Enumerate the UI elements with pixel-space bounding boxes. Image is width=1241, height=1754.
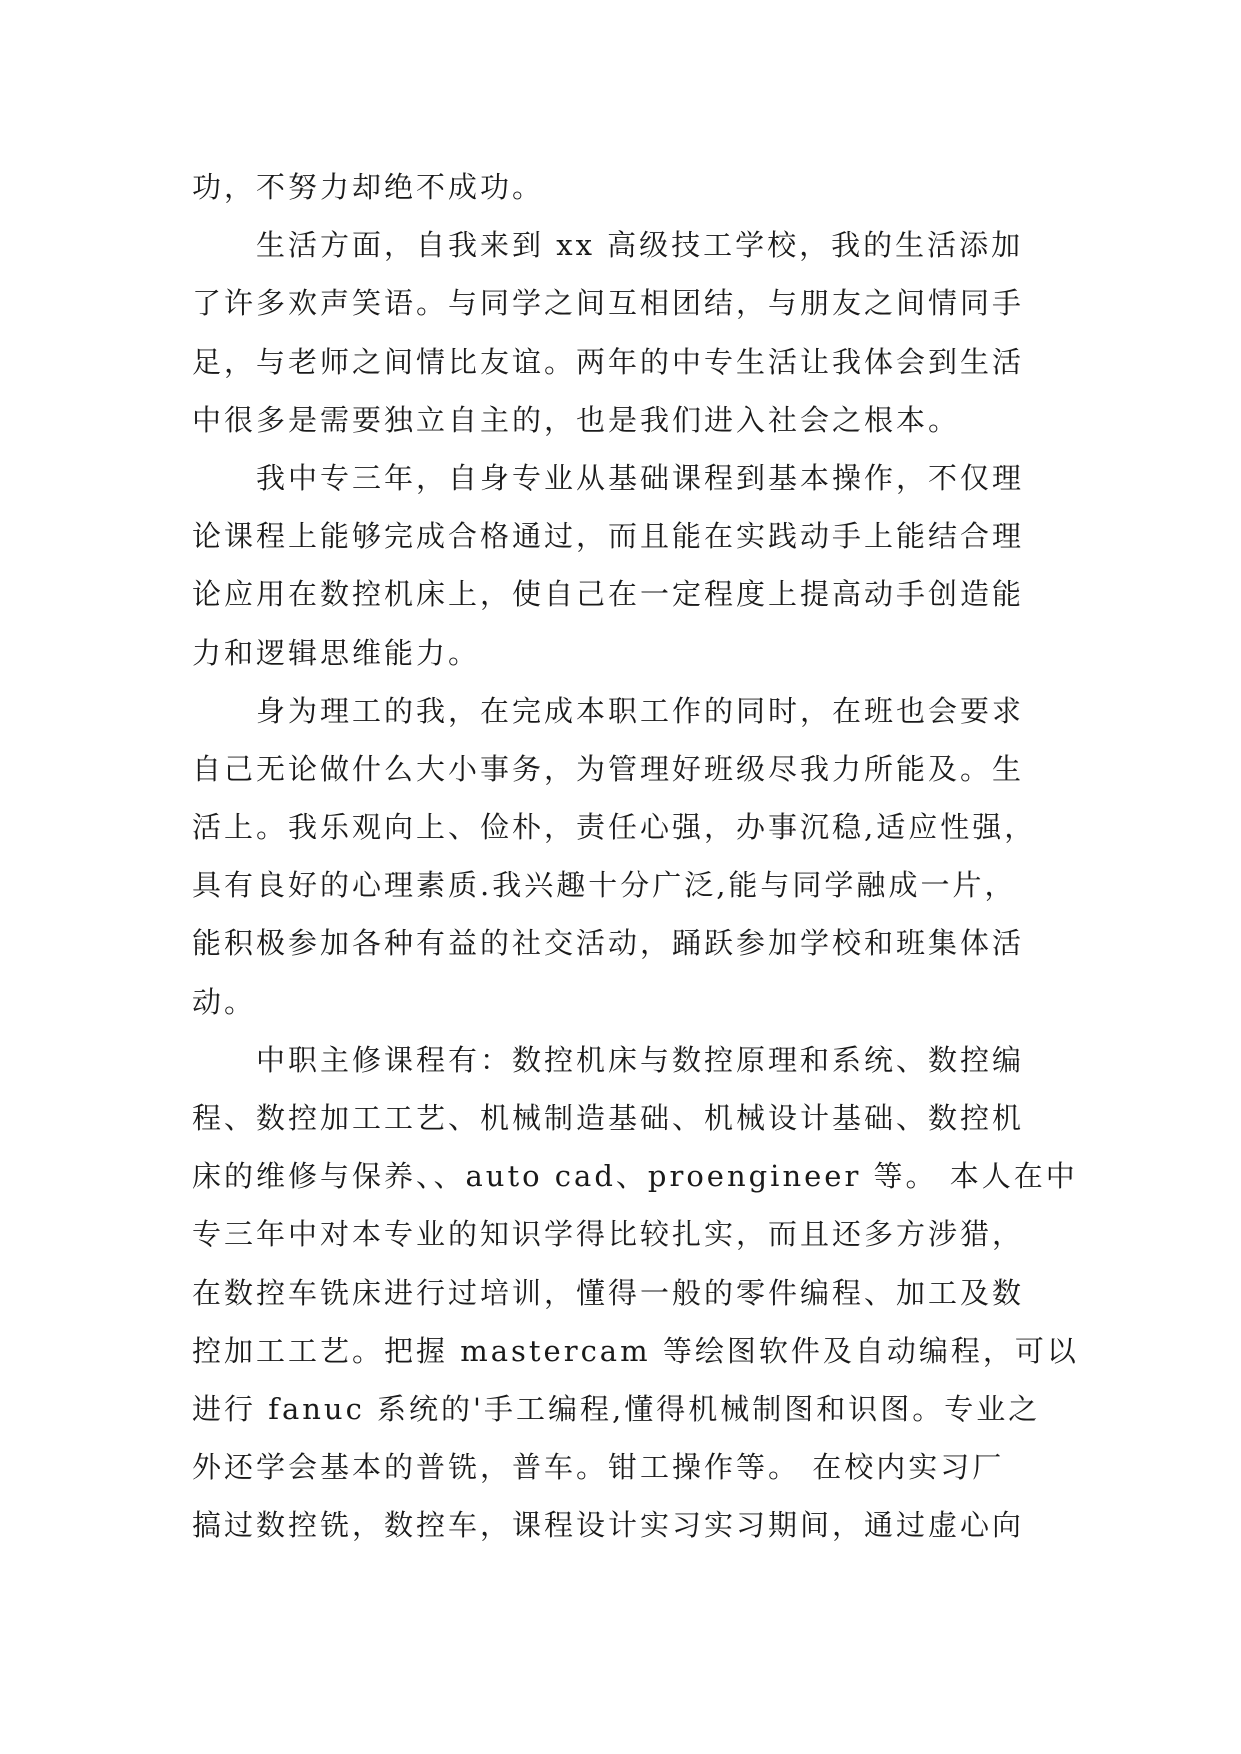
- text-line: 了许多欢声笑语。与同学之间互相团结，与朋友之间情同手: [192, 286, 1025, 321]
- text-line: 中职主修课程有：数控机床与数控原理和系统、数控编: [256, 1042, 1025, 1077]
- text-line: 搞过数控铣，数控车，课程设计实习实习期间，通过虚心向: [192, 1508, 1025, 1543]
- text-line: 力和逻辑思维能力。: [192, 635, 481, 670]
- text-line: 专三年中对本专业的知识学得比较扎实，而且还多方涉猎，: [192, 1217, 1025, 1252]
- text-line: 生活方面，自我来到 xx 高级技工学校，我的生活添加: [256, 228, 1024, 263]
- text-line: 能积极参加各种有益的社交活动，踊跃参加学校和班集体活: [192, 926, 1025, 961]
- text-line: 自己无论做什么大小事务，为管理好班级尽我力所能及。生: [192, 751, 1025, 786]
- text-line: 论应用在数控机床上，使自己在一定程度上提高动手创造能: [192, 577, 1025, 612]
- text-line: 足，与老师之间情比友谊。两年的中专生活让我体会到生活: [192, 344, 1025, 379]
- text-line: 在数控车铣床进行过培训，懂得一般的零件编程、加工及数: [192, 1275, 1025, 1310]
- text-line: 我中专三年，自身专业从基础课程到基本操作，不仅理: [256, 460, 1025, 495]
- text-line: 程、数控加工工艺、机械制造基础、机械设计基础、数控机: [192, 1101, 1025, 1135]
- document-body: [192, 158, 1079, 1555]
- text-line: 功，不努力却绝不成功。: [192, 170, 545, 204]
- text-line: 进行 fanuc 系统的'手工编程,懂得机械制图和识图。专业之: [192, 1391, 1041, 1426]
- text-line: 控加工工艺。把握 mastercam 等绘图软件及自动编程，可以: [192, 1333, 1079, 1368]
- text-line: 身为理工的我，在完成本职工作的同时，在班也会要求: [256, 693, 1025, 728]
- text-line: 具有良好的心理素质.我兴趣十分广泛,能与同学融成一片，: [192, 868, 1017, 903]
- text-line: 活上。我乐观向上、俭朴，责任心强，办事沉稳,适应性强，: [192, 810, 1037, 845]
- text-line: 动。: [192, 984, 257, 1019]
- text-line: 外还学会基本的普铣，普车。钳工操作等。 在校内实习厂: [192, 1450, 1005, 1485]
- text-line: 论课程上能够完成合格通过，而且能在实践动手上能结合理: [192, 519, 1025, 554]
- text-line: 中很多是需要独立自主的，也是我们进入社会之根本。: [192, 402, 961, 437]
- text-line: 床的维修与保养、、auto cad、proengineer 等。 本人在中: [192, 1159, 1078, 1194]
